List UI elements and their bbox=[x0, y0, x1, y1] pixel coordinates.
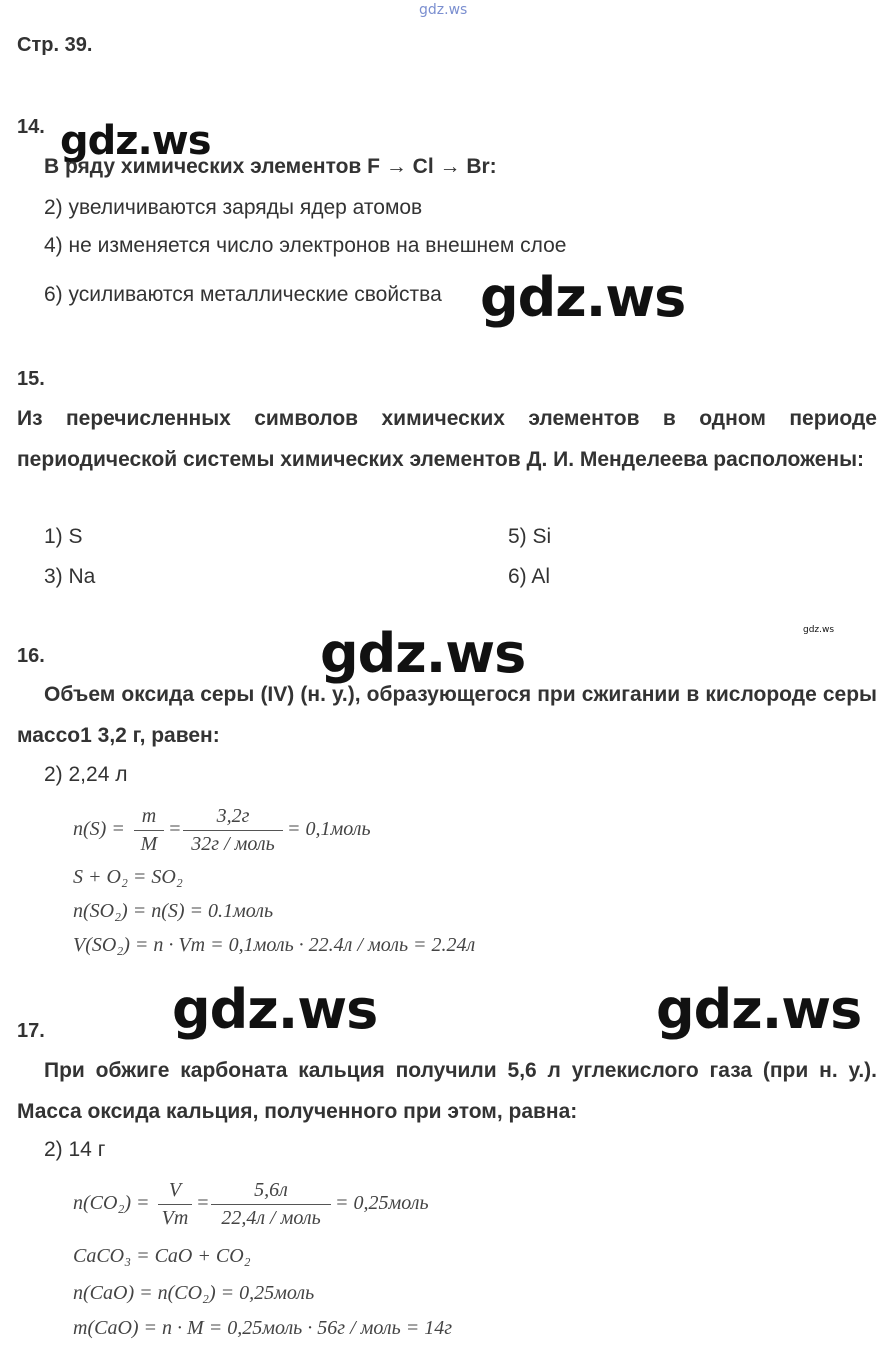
answer-15-d: 6) Al bbox=[508, 565, 551, 588]
question-number-16: 16. bbox=[17, 645, 45, 667]
question-17-text: При обжиге карбоната кальция получили 5,6 л углекислого газа (при н. у.). Масса оксида кальция, полученного при этом, равна: bbox=[17, 1059, 877, 1123]
answer-14-a: 2) увеличиваются заряды ядер атомов bbox=[44, 196, 423, 219]
answer-15-a: 1) S bbox=[44, 525, 83, 548]
question-14-text: В ряду химических элементов F → Cl → Br: bbox=[44, 155, 497, 178]
question-number-14: 14. bbox=[17, 116, 45, 138]
watermark: gdz.ws bbox=[60, 118, 211, 164]
formula-17-1-eq: = bbox=[196, 1192, 210, 1214]
formula-17-1-frac2: 5,6л 22,4л / моль bbox=[211, 1179, 331, 1230]
page-label: Стр. 39. bbox=[17, 34, 93, 56]
formula-16-1-frac1: m M bbox=[134, 805, 164, 856]
answer-14-b: 4) не изменяется число электронов на внешнем слое bbox=[44, 234, 567, 257]
formula-17-3: n(CaO) = n(CO₂) = 0,25моль bbox=[73, 1282, 315, 1304]
question-15-text: Из перечисленных символов химических элементов в одном периоде периодической системы химических элементов Д. И. Менделеева расположены: bbox=[17, 407, 877, 471]
watermark-small: gdz.ws bbox=[803, 625, 835, 635]
formula-17-1-right: = 0,25моль bbox=[335, 1192, 429, 1214]
watermark-top: gdz.ws bbox=[419, 2, 468, 18]
formula-16-2: S + O₂ = SO₂ bbox=[73, 866, 183, 888]
question-number-17: 17. bbox=[17, 1020, 45, 1042]
watermark: gdz.ws bbox=[172, 978, 378, 1041]
answer-15-c: 3) Na bbox=[44, 565, 96, 588]
formula-17-1-frac1: V Vm bbox=[158, 1179, 192, 1230]
formula-17-4: m(CaO) = n · M = 0,25моль · 56г / моль = 14г bbox=[73, 1317, 453, 1339]
formula-16-1-right: = 0,1моль bbox=[287, 818, 371, 840]
formula-16-4: V(SO₂) = n · Vm = 0,1моль · 22.4л / моль = 2.24л bbox=[73, 934, 476, 956]
answer-15-b: 5) Si bbox=[508, 525, 552, 548]
formula-17-1-left: n(CO₂) = bbox=[73, 1192, 150, 1214]
question-16-text: Объем оксида серы (IV) (н. у.), образующегося при сжигании в кислороде серы массо1 3,2 г, равен: bbox=[17, 683, 877, 747]
watermark: gdz.ws bbox=[320, 622, 526, 685]
formula-16-1-eq: = bbox=[168, 818, 182, 840]
formula-17-2: CaCO₃ = CaO + CO₂ bbox=[73, 1245, 251, 1267]
answer-16: 2) 2,24 л bbox=[44, 763, 128, 786]
formula-16-1-left: n(S) = bbox=[73, 818, 125, 840]
watermark: gdz.ws bbox=[480, 266, 686, 329]
answer-17: 2) 14 г bbox=[44, 1138, 106, 1161]
formula-16-1-frac2: 3,2г 32г / моль bbox=[183, 805, 283, 856]
answer-14-c: 6) усиливаются металлические свойства bbox=[44, 283, 442, 306]
question-number-15: 15. bbox=[17, 368, 45, 390]
formula-16-3: n(SO₂) = n(S) = 0.1моль bbox=[73, 900, 274, 922]
watermark: gdz.ws bbox=[656, 978, 862, 1041]
